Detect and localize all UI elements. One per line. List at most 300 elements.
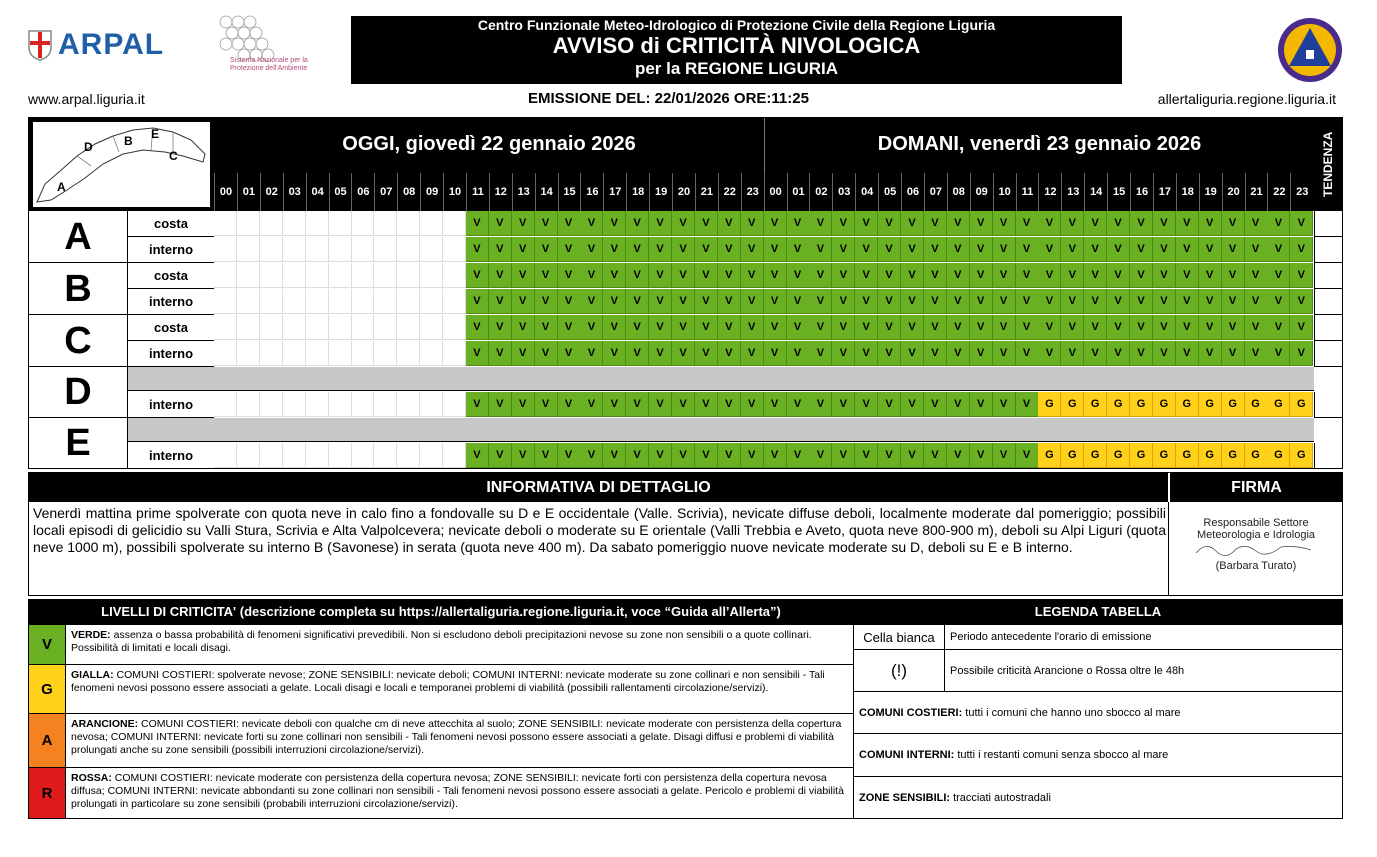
level-cell [397, 263, 420, 288]
hour-tomorrow-06: 06 [901, 173, 924, 211]
level-cell: G [1267, 392, 1290, 417]
hour-tomorrow-19: 19 [1199, 173, 1222, 211]
level-cell: V [970, 392, 993, 417]
level-cell: V [878, 237, 901, 262]
legend-key-5: ZONE SENSIBILI: [859, 791, 951, 804]
level-cell: V [764, 315, 787, 340]
hour-tomorrow-04: 04 [855, 173, 878, 211]
level-cell: V [901, 237, 924, 262]
level-cell: V [535, 392, 558, 417]
level-cell [329, 315, 352, 340]
level-cell: V [695, 315, 718, 340]
level-cell: V [1290, 263, 1313, 288]
level-cell: V [809, 211, 832, 236]
level-cell: V [1130, 341, 1153, 366]
level-cell [283, 341, 306, 366]
level-cell: G [1061, 443, 1084, 468]
level-cell [329, 289, 352, 314]
level-cell: V [512, 289, 535, 314]
level-cell: V [832, 211, 855, 236]
level-row [214, 263, 1314, 289]
level-cell: V [672, 443, 695, 468]
level-cell: V [1199, 289, 1222, 314]
zone-a-label: A [29, 211, 128, 263]
level-cell: V [787, 211, 810, 236]
level-cell: V [580, 237, 603, 262]
level-cell: V [558, 315, 581, 340]
level-cell: V [695, 341, 718, 366]
level-cell: V [489, 289, 512, 314]
level-cell: V [1176, 211, 1199, 236]
level-cell: V [489, 263, 512, 288]
level-cell: V [672, 211, 695, 236]
level-cell [420, 315, 443, 340]
emission-datetime: EMISSIONE DEL: 22/01/2026 ORE:11:25 [528, 90, 809, 107]
level-cell: V [1016, 341, 1039, 366]
level-code-r: R [29, 768, 66, 818]
level-cell: V [1199, 237, 1222, 262]
level-cell [283, 315, 306, 340]
legend-section [853, 599, 1343, 819]
level-cell: V [512, 392, 535, 417]
level-cell: V [695, 263, 718, 288]
level-cell [351, 392, 374, 417]
zone-d-interno: interno [128, 392, 214, 418]
level-cell: V [741, 443, 764, 468]
level-cell: V [718, 341, 741, 366]
hour-tomorrow-01: 01 [787, 173, 810, 211]
level-cell: V [970, 341, 993, 366]
snpa-text: Sistema Nazionale per la Protezione dell'Ambiente [230, 57, 308, 72]
hour-tomorrow-14: 14 [1084, 173, 1107, 211]
legend-val-1: Periodo antecedente l'orario di emissione [950, 631, 1152, 643]
level-cell [374, 211, 397, 236]
level-cell [351, 315, 374, 340]
level-cell: V [1267, 237, 1290, 262]
level-cell: V [924, 211, 947, 236]
zone-c-label: C [29, 315, 128, 367]
level-cell: V [1061, 237, 1084, 262]
level-cell: V [1016, 315, 1039, 340]
level-cell [374, 237, 397, 262]
level-cell [306, 211, 329, 236]
level-cell: V [466, 392, 489, 417]
hour-tomorrow-18: 18 [1176, 173, 1199, 211]
firma-box [1168, 502, 1343, 596]
level-cell: V [626, 315, 649, 340]
level-cell: V [672, 289, 695, 314]
level-cell [374, 443, 397, 468]
level-cell: V [878, 315, 901, 340]
level-cell [306, 443, 329, 468]
level-cell [420, 289, 443, 314]
hour-tomorrow-22: 22 [1267, 173, 1290, 211]
level-cell: V [672, 263, 695, 288]
level-cell: V [535, 315, 558, 340]
level-cell: V [626, 211, 649, 236]
level-cell: V [603, 211, 626, 236]
level-cell: V [466, 211, 489, 236]
level-cell [214, 289, 237, 314]
level-cell: V [1267, 315, 1290, 340]
level-cell [397, 341, 420, 366]
level-cell: V [603, 341, 626, 366]
legend-row-3 [854, 691, 1342, 733]
level-cell: V [603, 315, 626, 340]
level-cell: V [535, 443, 558, 468]
level-cell: V [832, 263, 855, 288]
level-cell [214, 392, 237, 417]
level-cell: V [580, 315, 603, 340]
zone-b-label: B [29, 263, 128, 315]
level-cell: V [672, 392, 695, 417]
level-cell: V [1245, 237, 1268, 262]
zone-a-costa: costa [128, 211, 214, 237]
hour-today-21: 21 [695, 173, 718, 211]
level-cell: V [809, 237, 832, 262]
level-cell: G [1084, 392, 1107, 417]
title-line1: Centro Funzionale Meteo-Idrologico di Protezione Civile della Regione Liguria [477, 17, 996, 33]
level-cell: V [718, 289, 741, 314]
zone-b-costa: costa [128, 263, 214, 289]
level-cell [260, 263, 283, 288]
level-cell: V [970, 289, 993, 314]
level-cell [397, 237, 420, 262]
level-row [214, 443, 1314, 469]
level-cell [374, 289, 397, 314]
map-label-d: D [84, 140, 93, 154]
level-cell: V [1267, 341, 1290, 366]
level-cell: V [878, 392, 901, 417]
snpa-logo-icon [214, 14, 324, 84]
allerta-url[interactable]: allertaliguria.regione.liguria.it [1157, 91, 1336, 107]
hour-today-04: 04 [306, 173, 329, 211]
level-cell: V [832, 289, 855, 314]
level-cell: V [1176, 237, 1199, 262]
level-cell: V [947, 289, 970, 314]
level-cell: G [1107, 392, 1130, 417]
level-cell: V [672, 341, 695, 366]
level-cell: V [695, 443, 718, 468]
level-cell: V [695, 289, 718, 314]
level-cell: V [466, 341, 489, 366]
level-cell: V [764, 341, 787, 366]
level-cell: V [1084, 263, 1107, 288]
level-cell: V [535, 289, 558, 314]
hour-today-10: 10 [443, 173, 466, 211]
levels-header: LIVELLI DI CRITICITA' (descrizione completa su https://allertaliguria.regione.liguria.it, voce “Guida all’Allerta”) [29, 600, 853, 624]
level-cell: V [1176, 315, 1199, 340]
level-cell: V [718, 443, 741, 468]
hour-tomorrow-17: 17 [1153, 173, 1176, 211]
level-cell: V [787, 392, 810, 417]
level-cell: V [466, 237, 489, 262]
level-cell: V [626, 263, 649, 288]
level-cell [260, 211, 283, 236]
level-cell [237, 289, 260, 314]
level-cell: V [1061, 211, 1084, 236]
level-cell [374, 392, 397, 417]
level-row [214, 392, 1314, 418]
level-cell: V [1084, 211, 1107, 236]
level-code-a: A [29, 714, 66, 767]
level-cell: V [1107, 263, 1130, 288]
level-cell: V [741, 289, 764, 314]
level-cell: V [718, 211, 741, 236]
level-cell: V [1038, 237, 1061, 262]
hour-today-19: 19 [649, 173, 672, 211]
hour-today-09: 09 [420, 173, 443, 211]
level-cell: V [993, 315, 1016, 340]
level-cell: V [558, 211, 581, 236]
level-cell: V [558, 443, 581, 468]
level-cell: V [466, 289, 489, 314]
level-cell: V [741, 211, 764, 236]
hour-tomorrow-16: 16 [1130, 173, 1153, 211]
level-cell: V [649, 237, 672, 262]
level-cell: V [1199, 315, 1222, 340]
level-cell: V [580, 443, 603, 468]
level-cell: V [695, 211, 718, 236]
legend-val-5: tracciati autostradali [953, 791, 1051, 804]
level-cell: V [1107, 315, 1130, 340]
level-cell [351, 443, 374, 468]
firma-header: FIRMA [1170, 473, 1343, 502]
level-cell: V [878, 263, 901, 288]
level-cell [214, 263, 237, 288]
level-cell: V [993, 392, 1016, 417]
level-cell: V [901, 263, 924, 288]
level-cell: V [649, 315, 672, 340]
hour-today-14: 14 [535, 173, 558, 211]
legend-val-3: tutti i comuni che hanno uno sbocco al mare [965, 706, 1181, 719]
level-cell [237, 263, 260, 288]
level-cell [351, 237, 374, 262]
arpal-url[interactable]: www.arpal.liguria.it [28, 91, 145, 107]
protezione-civile-logo-icon [1275, 16, 1345, 84]
arpal-logo [28, 28, 164, 62]
hour-tomorrow-23: 23 [1290, 173, 1313, 211]
level-cell [237, 341, 260, 366]
level-cell: V [558, 392, 581, 417]
level-cell [329, 211, 352, 236]
liguria-zones-map-icon [33, 122, 210, 207]
level-cell: V [1267, 289, 1290, 314]
level-cell [306, 315, 329, 340]
hour-tomorrow-10: 10 [993, 173, 1016, 211]
legend-key-2: (!) [854, 650, 945, 691]
level-cell: V [809, 392, 832, 417]
legend-key-4: COMUNI INTERNI: [859, 749, 955, 761]
level-cell: G [1199, 443, 1222, 468]
level-cell: V [649, 263, 672, 288]
level-desc-r: ROSSA: COMUNI COSTIERI: nevicate moderate con persistenza della copertura nevosa; ZONE SENSIBILI: nevicate forti con persistenza della copertura nevosa diffusa; COMUNI INTERNI: nevicate abbondanti su zone collinari non sensibili - Tali fenomeni nevosi possono essere associati a gelate. Pericolo e problemi di viabilità prolungati in particolare su zone sensibili (probabili interruzioni circolazione/servizi). [71, 772, 844, 810]
level-cell: V [558, 237, 581, 262]
hour-tomorrow-05: 05 [878, 173, 901, 211]
zone-b-interno: interno [128, 289, 214, 315]
level-cell: V [993, 211, 1016, 236]
level-cell: V [764, 443, 787, 468]
firma-line1: Responsabile Settore [1203, 517, 1309, 529]
level-cell: V [947, 341, 970, 366]
level-cell: V [878, 443, 901, 468]
level-cell: V [924, 443, 947, 468]
level-cell: V [718, 392, 741, 417]
level-cell: G [1130, 443, 1153, 468]
level-cell [351, 211, 374, 236]
level-cell: V [1016, 211, 1039, 236]
firma-line2: Meteorologia e Idrologia [1196, 529, 1316, 541]
level-cell: G [1153, 392, 1176, 417]
level-cell: V [535, 341, 558, 366]
level-cell: V [603, 443, 626, 468]
level-cell: V [993, 341, 1016, 366]
level-cell: V [649, 443, 672, 468]
level-cell: V [855, 443, 878, 468]
zone-e-grey-band [128, 418, 1314, 442]
map-label-e: E [151, 127, 160, 141]
zone-c-interno: interno [128, 341, 214, 367]
level-cell: V [1245, 263, 1268, 288]
level-cell: V [947, 392, 970, 417]
level-cell: V [580, 392, 603, 417]
level-cell: V [1130, 289, 1153, 314]
hour-today-06: 06 [351, 173, 374, 211]
level-gialla [29, 664, 853, 713]
level-cell [443, 263, 466, 288]
level-cell [283, 211, 306, 236]
trend-header: TENDENZA [1314, 118, 1342, 211]
level-cell: V [1107, 237, 1130, 262]
level-cell: V [512, 237, 535, 262]
level-cell [237, 392, 260, 417]
level-cell: V [1153, 211, 1176, 236]
level-cell: V [489, 315, 512, 340]
level-cell: V [1199, 341, 1222, 366]
title-box [351, 16, 1122, 84]
level-cell: V [626, 392, 649, 417]
level-cell [329, 237, 352, 262]
level-cell: V [787, 263, 810, 288]
level-cell: V [1061, 263, 1084, 288]
level-cell [329, 392, 352, 417]
level-cell: V [878, 211, 901, 236]
level-cell: V [970, 237, 993, 262]
trend-cell [1314, 315, 1342, 341]
level-cell [214, 237, 237, 262]
level-cell: V [489, 341, 512, 366]
level-cell [420, 341, 443, 366]
level-cell: V [1016, 392, 1039, 417]
liguria-shield-icon [28, 29, 52, 61]
level-cell [351, 263, 374, 288]
legend-val-4: tutti i restanti comuni senza sbocco al mare [957, 749, 1169, 761]
level-cell: V [1267, 263, 1290, 288]
level-cell [237, 237, 260, 262]
level-cell: V [1153, 315, 1176, 340]
level-cell: V [809, 289, 832, 314]
level-cell: V [1245, 211, 1268, 236]
level-cell: G [1222, 443, 1245, 468]
level-cell: G [1176, 443, 1199, 468]
info-text: Venerdì mattina prime spolverate con quota neve in calo fino a fondovalle su D e E occidentale (Valle. Scrivia), nevicate diffuse deboli, localmente moderate dal pomeriggio; possibili locali episodi di gelicidio su Valli Stura, Scrivia e Alta Valpolcevera; nevicate deboli o moderate su E orientale (Valli Trebbia e Aveto, quota neve 800-900 m), deboli su Alpi Liguri (quota neve 1000 m), possibili spolverate su interno B (Savonese) in serata (quota neve 400 m). Da sabato pomeriggio nuove nevicate moderate su D, deboli su E e B interno. [33, 505, 1166, 555]
level-cell: V [649, 211, 672, 236]
level-cell: V [1038, 263, 1061, 288]
level-cell [397, 392, 420, 417]
level-cell: V [855, 341, 878, 366]
zone-d-grey-band [128, 367, 1314, 391]
level-cell: V [718, 237, 741, 262]
title-line2: AVVISO di CRITICITÀ NIVOLOGICA [552, 33, 921, 58]
level-cell: V [466, 263, 489, 288]
level-cell: V [947, 211, 970, 236]
trend-cell [1314, 211, 1342, 237]
level-cell: V [787, 341, 810, 366]
level-cell: V [1107, 211, 1130, 236]
level-cell: V [1130, 263, 1153, 288]
level-cell: V [741, 237, 764, 262]
level-code-v: V [29, 625, 66, 664]
level-cell: V [741, 341, 764, 366]
level-cell: V [1199, 263, 1222, 288]
level-cell: V [1222, 237, 1245, 262]
hour-today-20: 20 [672, 173, 695, 211]
level-cell: V [1130, 211, 1153, 236]
trend-cell [1314, 392, 1342, 418]
level-cell: V [924, 315, 947, 340]
level-cell [329, 263, 352, 288]
level-cell [237, 211, 260, 236]
level-cell [283, 392, 306, 417]
level-cell: V [809, 315, 832, 340]
level-cell [443, 392, 466, 417]
level-cell [329, 443, 352, 468]
legend-row-2 [854, 649, 1342, 691]
level-cell: G [1153, 443, 1176, 468]
level-cell: V [970, 443, 993, 468]
level-cell [374, 315, 397, 340]
level-cell: V [695, 237, 718, 262]
level-cell [306, 341, 329, 366]
hour-today-15: 15 [558, 173, 581, 211]
level-cell [397, 289, 420, 314]
level-cell: V [1290, 237, 1313, 262]
hour-today-13: 13 [512, 173, 535, 211]
level-cell: V [947, 315, 970, 340]
level-cell: V [901, 341, 924, 366]
level-cell: V [580, 289, 603, 314]
level-cell: V [787, 315, 810, 340]
level-cell: V [1245, 341, 1268, 366]
level-cell: V [1038, 315, 1061, 340]
level-cell [260, 341, 283, 366]
level-cell [443, 443, 466, 468]
level-cell: V [603, 392, 626, 417]
level-cell: V [718, 315, 741, 340]
level-cell: V [1038, 341, 1061, 366]
zone-d-label: D [29, 367, 128, 418]
level-row [214, 341, 1314, 367]
level-cell: V [1016, 263, 1039, 288]
level-cell: G [1222, 392, 1245, 417]
level-cell: V [764, 237, 787, 262]
level-cell: V [1222, 289, 1245, 314]
trend-cell [1314, 237, 1342, 263]
level-cell: V [1176, 289, 1199, 314]
level-cell: V [535, 263, 558, 288]
level-row [214, 237, 1314, 263]
level-cell: G [1061, 392, 1084, 417]
